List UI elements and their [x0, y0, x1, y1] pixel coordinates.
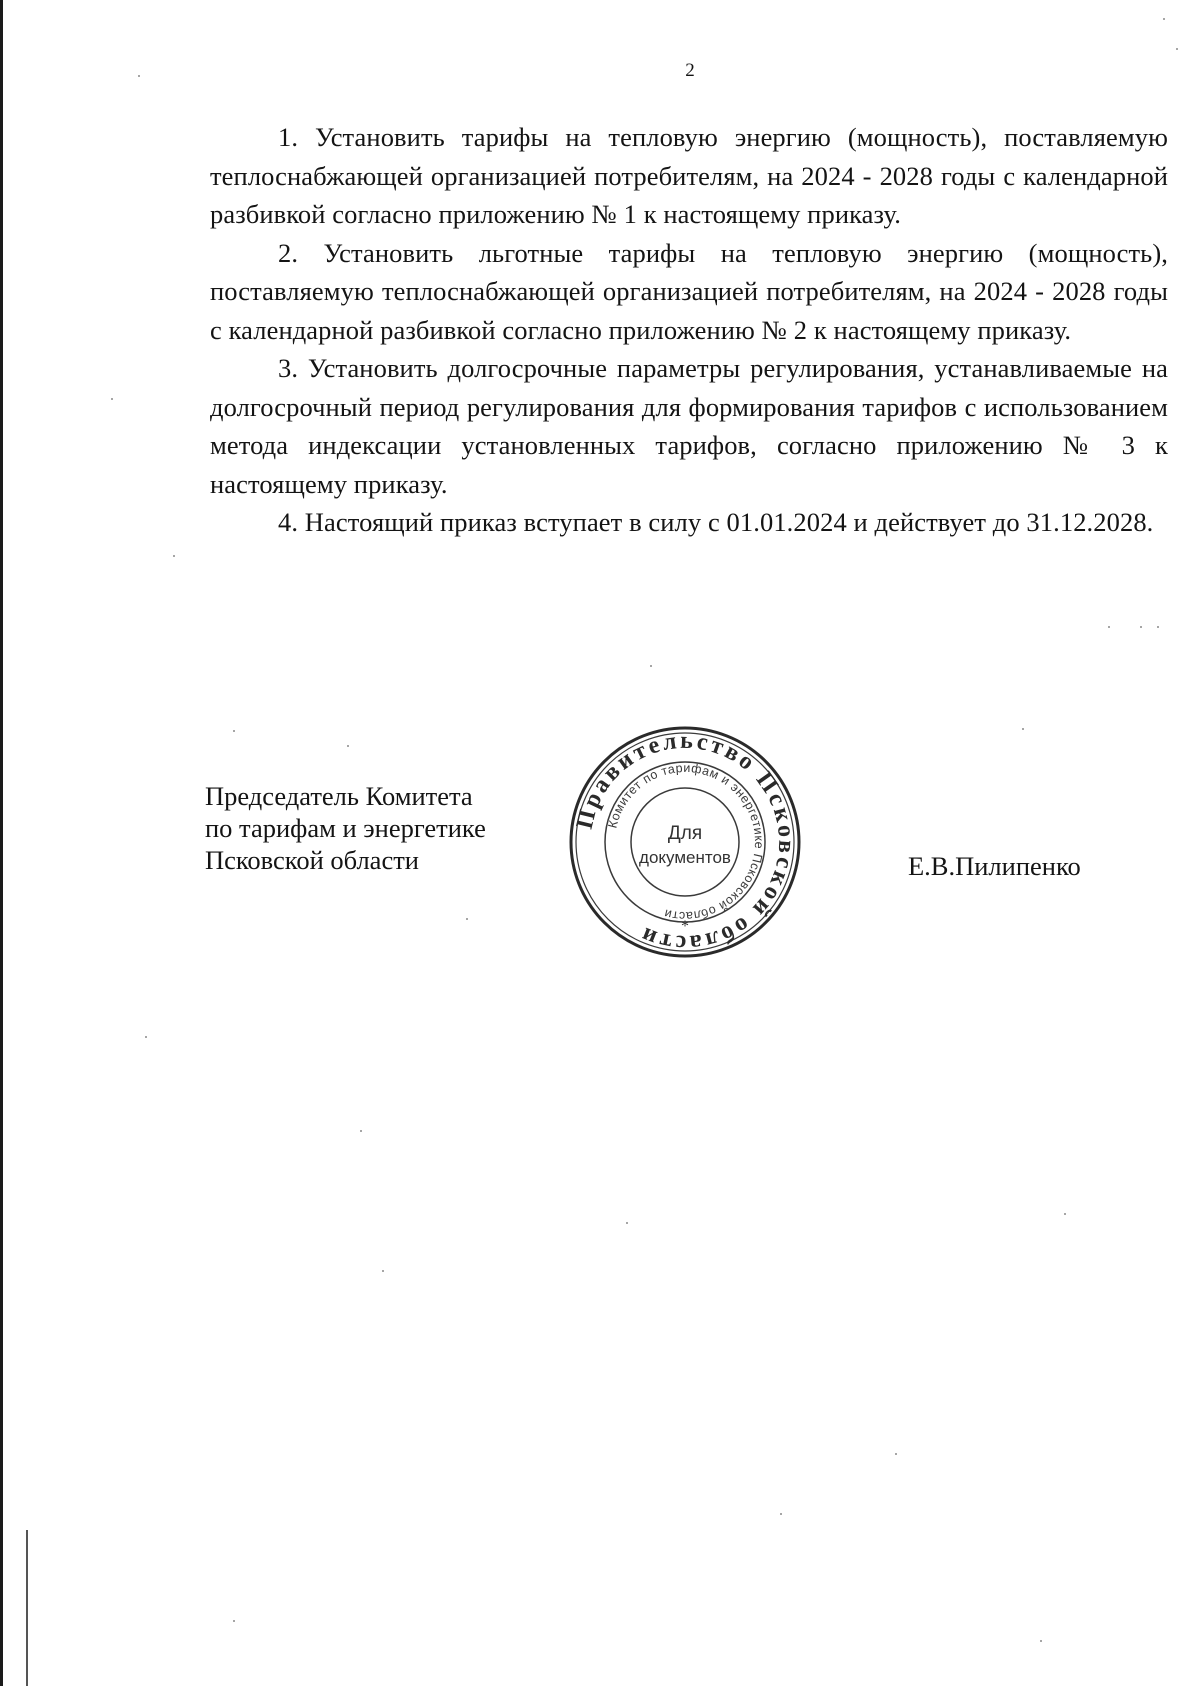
- signer-name: Е.В.Пилипенко: [908, 851, 1081, 881]
- scan-speck: [1064, 1213, 1066, 1215]
- paragraph-1: 1. Установить тарифы на тепловую энергию (мощность), поставляемую теплоснабжающей организацией потребителям, на 2024 - 2028 годы с календарной разбивкой согласно приложению № 1 к настоящему приказу.: [210, 122, 1168, 229]
- paragraph-3: 3. Установить долгосрочные параметры регулирования, устанавливаемые на долгосрочный период регулирования для формирования тарифов с использованием метода индексации установленных тарифов, согласно приложению № 3 к настоящему приказу.: [210, 353, 1168, 499]
- seal-inner-text: Комитет по тарифам и энергетике Псковской области: [605, 760, 767, 924]
- scan-edge-left: [0, 0, 3, 1686]
- scan-speck: [382, 1270, 384, 1272]
- scan-speck: [145, 1036, 147, 1038]
- signer-title-line-2: по тарифам и энергетике: [205, 813, 486, 843]
- signer-title-line-1: Председатель Комитета: [205, 781, 473, 811]
- scan-speck: [347, 745, 349, 747]
- paragraph-4: 4. Настоящий приказ вступает в силу с 01.01.2024 и действует до 31.12.2028.: [278, 507, 1154, 537]
- scan-speck: [1108, 626, 1110, 628]
- scan-speck: [1140, 626, 1142, 628]
- scan-speck: [173, 555, 175, 557]
- seal-center-line-1: Для: [667, 823, 703, 844]
- scan-speck: [1040, 1640, 1042, 1642]
- signer-title-line-3: Псковской области: [205, 845, 419, 875]
- signer-position: [205, 780, 486, 876]
- scan-edge-mark: [26, 1530, 28, 1686]
- seal-center-line-2: документов: [639, 848, 731, 867]
- scan-speck: [111, 398, 113, 400]
- scan-speck: [1022, 728, 1024, 730]
- seal-star-icon: *: [681, 918, 689, 935]
- official-seal: [565, 722, 805, 962]
- scan-speck: [233, 730, 235, 732]
- scan-speck: [650, 665, 652, 667]
- page-number: 2: [685, 60, 695, 81]
- scan-speck: [1157, 626, 1159, 628]
- scan-speck: [138, 75, 140, 77]
- paragraph-2: 2. Установить льготные тарифы на тепловую энергию (мощность), поставляемую теплоснабжающей организацией потребителям, на 2024 - 2028 годы с календарной разбивкой согласно приложению № 2 к настоящему приказу.: [210, 237, 1168, 345]
- scan-speck: [626, 1222, 628, 1224]
- seal-graphic: [565, 722, 805, 962]
- scan-speck: [1163, 18, 1165, 20]
- scan-speck: [233, 1620, 235, 1622]
- document-body: [210, 118, 1168, 542]
- scan-speck: [895, 1453, 897, 1455]
- scan-speck: [360, 1130, 362, 1132]
- scan-speck: [466, 918, 468, 920]
- seal-outer-text: Правительство Псковской области: [571, 727, 800, 957]
- scan-speck: [1176, 48, 1178, 50]
- scan-speck: [780, 1513, 782, 1515]
